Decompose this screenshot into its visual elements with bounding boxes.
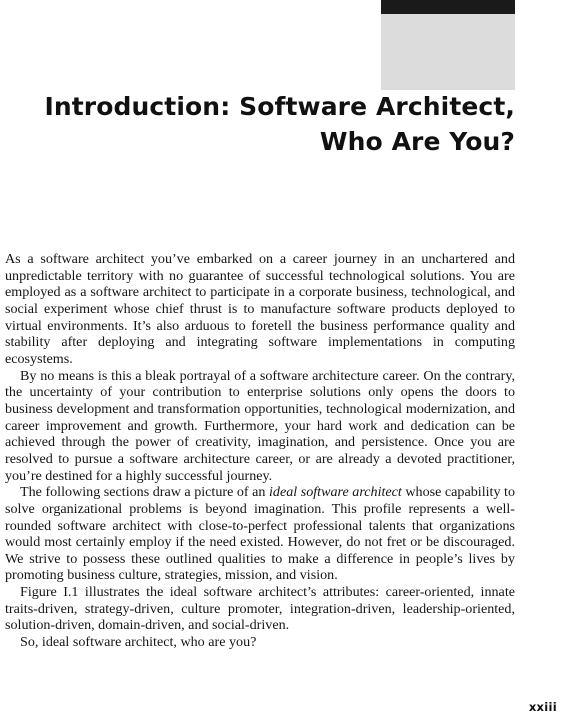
- paragraph-2: [5, 368, 515, 485]
- chapter-title-line-2: Who Are You?: [319, 127, 515, 156]
- paragraph-text: So, ideal software architect, who are you?: [20, 634, 257, 651]
- paragraph-text: whose capability to solve organizational problems is beyond imagination. This profile represents a well-rounded software architect with close-to-perfect professional talents that organizations would most certainly employ if the need existed. However, do not fret or be discouraged. We strive to possess these outlined qualities to make a difference in people’s lives by promoting business culture, strategies, mission, and vision.: [5, 484, 515, 584]
- chapter-title-line-1: Introduction: Software Architect,: [44, 92, 515, 121]
- chapter-tab-shade: [381, 14, 515, 90]
- paragraph-5: [5, 634, 515, 651]
- chapter-title: [5, 89, 515, 159]
- paragraph-4: [5, 584, 515, 634]
- body-text: [5, 251, 515, 651]
- emphasized-term: ideal software architect: [269, 484, 402, 501]
- paragraph-1: [5, 251, 515, 368]
- paragraph-text: The following sections draw a picture of an: [20, 484, 269, 501]
- paragraph-3: [5, 484, 515, 584]
- paragraph-text: By no means is this a bleak portrayal of a software architecture career. On the contrary, the uncertainty of your contribution to enterprise solutions only opens the doors to business development and transformation opportunities, technological modernization, and career improvement and growth. Furthermore, your hard work and dedication can be achieved through the power of creativity, imagination, and persistence. Once you are resolved to pursue a software architecture career, or are already a devoted practitioner, you’re destined for a highly successful journey.: [5, 367, 515, 484]
- chapter-tab-marker: [381, 0, 515, 14]
- paragraph-text: Figure I.1 illustrates the ideal software architect’s attributes: career-oriented, innate traits-driven, strategy-driven, culture promoter, integration-driven, leadership-oriented, solution-driven, domain-driven, and social-driven.: [5, 584, 515, 634]
- paragraph-text: As a software architect you’ve embarked on a career journey in an unchartered and unpredictable territory with no guarantee of successful technological solutions. You are employed as a software architect to participate in a corporate business, technological, and social experiment whose chief thrust is to manufacture software products deployed to virtual environments. It’s also arduous to foretell the business performance quality and stability after deploying and integrating software implementations in computing ecosystems.: [5, 251, 515, 367]
- page-number: xxiii: [528, 700, 557, 714]
